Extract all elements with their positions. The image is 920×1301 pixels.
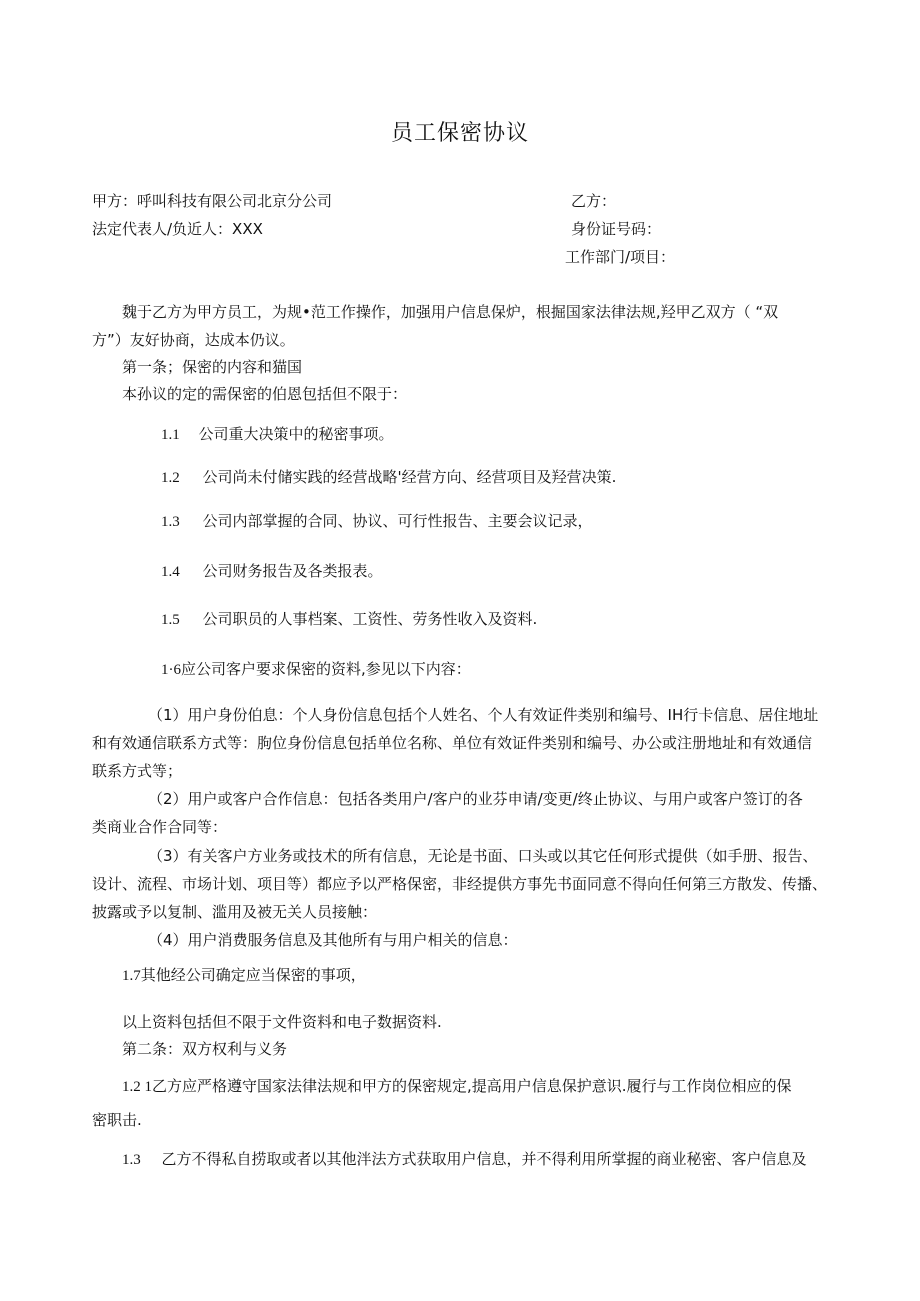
list-item [161,608,537,629]
sub-item-3-line-1: （3）有关客户方业务或技术的所有信息，无论是书面、口头或以其它任何形式提供（如手册、报告、 [148,847,818,865]
list-item [122,964,366,985]
item-number: 1.4 [161,564,180,580]
article-1-intro: 本孙议的定的需保密的伯恩包括但不限于： [122,385,408,403]
item-text: 公司财务报告及各类报表。 [202,562,383,580]
item-text: 应公司客户要求保密的资料,参见以下内容： [181,660,471,678]
preamble-line-1: 魏于乙方为甲方员工，为规•范工作操作，加强用户信息保炉，根掘国家法律法规,羟甲乙双方（ “双 [122,303,779,321]
item-number: 1.3 [122,1152,141,1168]
article-1-heading: 第一条；保密的内容和猫国 [122,358,303,376]
list-item [161,510,593,531]
item-text: 公司重大决策中的秘密事项。 [198,425,394,443]
item-number: 1·6 [161,662,181,678]
item-text: 公司内部掌握的合同、协议、可行性报告、主要会议记录， [202,512,593,530]
party-a-name: 甲方：呼叫科技有限公司北京分公司 [92,192,333,210]
sub-item-4-line-1: （4）用户消费服务信息及其他所有与用户相关的信息： [148,931,518,949]
sub-item-2-line-2: 类商业合作合同等： [92,818,228,836]
party-a-representative: 法定代表人/负近人：XXX [92,220,263,238]
item-text: 公司尚未付储实践的经营战略'经营方向、经营项目及羟营决策. [202,468,617,486]
sub-item-3-line-3: 披露或予以复制、滥用及被无关人员接触： [92,903,378,921]
article-2-heading: 第二条：双方权利与义务 [122,1040,288,1058]
item-number: 1.3 [161,514,180,530]
item-text: 乙方不得私自捞取或者以其他泮法方式获取用户信息，并不得利用所掌握的商业秘密、客户信息及 [161,1150,807,1168]
article-2-item-1-line-2: 密职击. [92,1111,142,1129]
item-number: 1.7 [122,968,141,984]
party-b-name: 乙方： [571,192,617,210]
article-2-item-2-line-1 [122,1148,807,1169]
party-b-department: 工作部门/项目： [565,248,676,266]
document-title: 员工保密协议 [390,121,529,146]
sub-item-1-line-2: 和有效通信联系方式等：朐位身份信息包括单位名称、单位有效证件类别和编号、办公或注册地址和有效通信 [92,734,813,752]
party-b-id-number: 身份证号码： [571,220,662,238]
sub-item-3-line-2: 设计、流程、市场计划、项目等）都应予以严格保密，非经提供方事先书面同意不得向任何第三方散发、传播、 [92,875,828,893]
item-text: 其他经公司确定应当保密的事项， [140,966,366,984]
article-2-item-1-line-1 [122,1075,792,1096]
sub-item-1-line-3: 联系方式等； [92,762,183,780]
list-item [161,560,383,581]
item-text: 公司职员的人事档案、工资性、劳务性收入及资料. [202,610,538,628]
list-item [161,466,616,487]
preamble-line-2: 方”）友好协商，达成本仍议。 [92,331,295,349]
item-number: 1.2 1 [122,1079,152,1095]
sub-item-1-line-1: （1）用户身份伯息：个人身份信息包括个人姓名、个人有效证件类别和编号、IH行卡信息、居住地址 [148,706,819,724]
article-1-closing: 以上资料包括但不限于文件资料和电子数据资料. [122,1013,442,1031]
list-item [161,658,471,679]
list-item [161,423,394,444]
item-text: 乙方应严格遵守国家法律法规和甲方的保密规定,提高用户信息保护意识.履行与工作岗位相应的保 [152,1077,792,1095]
sub-item-2-line-1: （2）用户或客户合作信息：包括各类用户/客户的业芬申请/变更/终止协议、与用户或客户签订的各 [148,790,803,808]
item-number: 1.2 [161,470,180,486]
item-number: 1.5 [161,612,180,628]
item-number: 1.1 [161,427,180,443]
